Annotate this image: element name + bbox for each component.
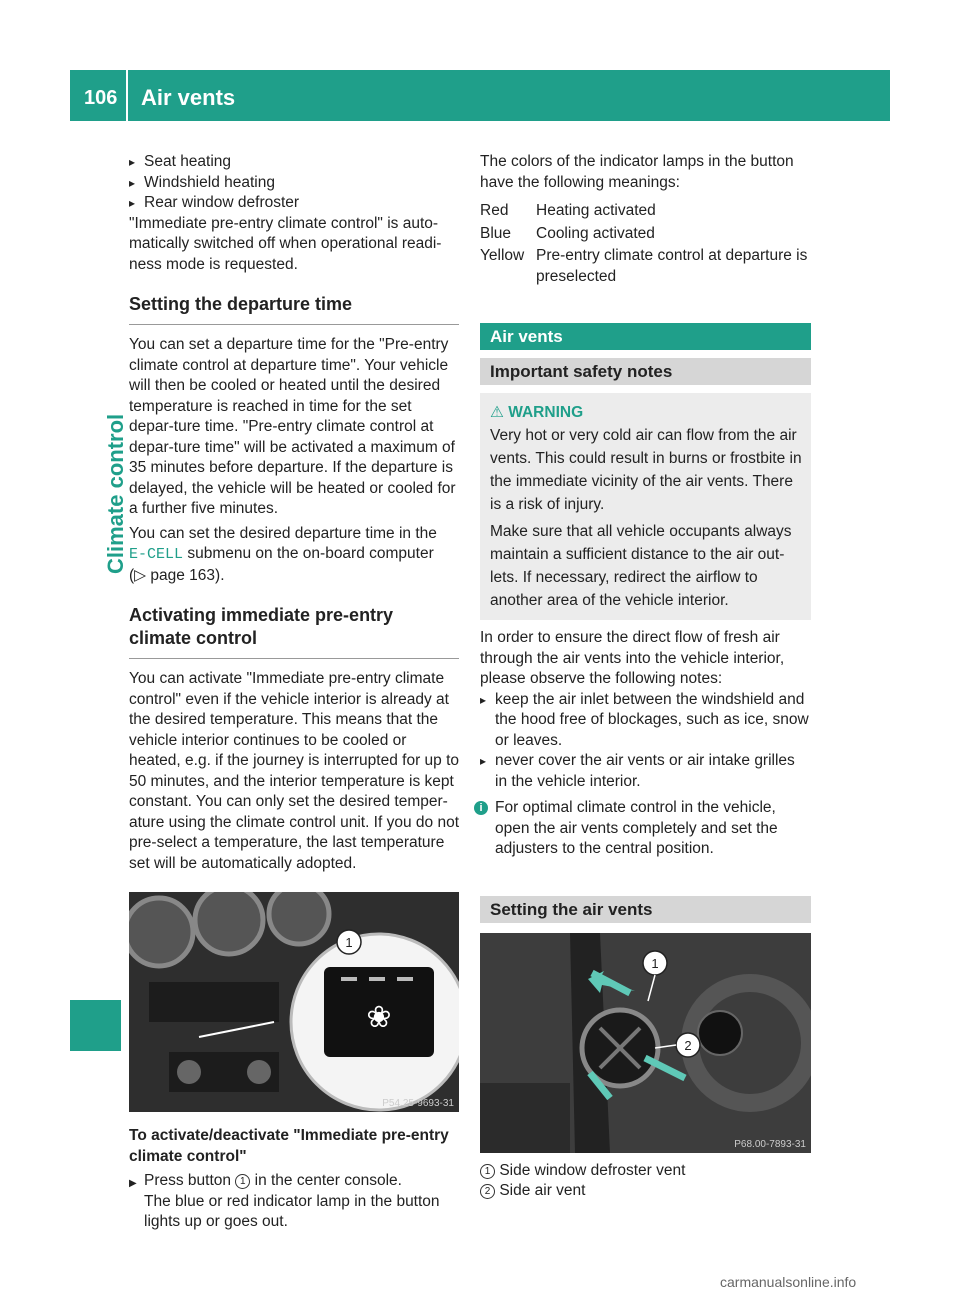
notes-intro: In order to ensure the direct flow of fresh air through the air vents into the vehicle interior, please observe the following notes: xyxy=(480,629,785,687)
color-name: Blue xyxy=(480,224,512,242)
sidebar-chapter xyxy=(81,274,128,574)
callout-1: 1 xyxy=(651,955,659,971)
ecell-link[interactable]: E-CELL xyxy=(129,546,184,563)
paragraph xyxy=(129,524,459,566)
footer-watermark: carmanualsonline.info xyxy=(720,1274,857,1290)
warning-text: Make sure that all vehicle occupants always maintain a sufficient distance to the air out-lets. If necessary, redirect the airflow to another area of the vehicle interior. xyxy=(490,523,792,609)
warning-header xyxy=(490,401,803,424)
colors-intro: The colors of the indicator lamps in the button have the following meanings: xyxy=(480,153,794,191)
callout-2: 2 xyxy=(684,1037,692,1053)
callout-marker: 2 xyxy=(480,1184,495,1199)
text: in the center console. xyxy=(250,1172,402,1189)
legend-text: Side window defroster vent xyxy=(499,1161,686,1179)
center-console-image xyxy=(129,892,459,1112)
page-number: 106 xyxy=(84,87,118,109)
info-icon: i xyxy=(474,801,488,815)
color-name: Red xyxy=(480,202,509,219)
paragraph: You can activate "Immediate pre-entry climate control" even if the vehicle interior is already at the desired temperature. This means that the vehicle interior continues to be cooled or heated, e.g. if the journey is interrupted for up to 50 minutes, and the interior temperature is kept constant. You can only set the desired temper-ature using the climate control unit. If you do not pre-select a temperature, the last temperature set will be automatically adopted. xyxy=(129,670,460,872)
list-item: ▸ Windshield heating xyxy=(129,173,459,194)
header-divider xyxy=(126,70,128,121)
air-vents-image xyxy=(480,933,811,1153)
text: Press button xyxy=(144,1172,236,1189)
legend-text: Side air vent xyxy=(499,1182,586,1199)
text: You can set the desired departure time in the xyxy=(129,524,437,542)
legend-item xyxy=(480,1161,811,1182)
sidebar-marker xyxy=(70,1000,121,1051)
color-name: Yellow xyxy=(480,247,525,264)
air-vents-illustration xyxy=(480,933,811,1153)
warning-icon: ⚠ xyxy=(490,404,504,421)
step-item xyxy=(129,1171,459,1192)
subsection-bar: Important safety notes xyxy=(480,358,811,385)
list-item: ▸ Rear window defroster xyxy=(129,193,459,214)
color-meaning: Cooling activated xyxy=(536,224,655,242)
list-item: ▸ never cover the air vents or air intake grilles in the vehicle interior. xyxy=(480,751,811,792)
image-code: P68.00-7893-31 xyxy=(734,1138,806,1150)
warning-box xyxy=(480,393,811,620)
legend-item xyxy=(480,1181,811,1202)
left-column xyxy=(129,152,459,1233)
color-meaning: Heating activated xyxy=(536,202,656,219)
section-bar-air-vents: Air vents xyxy=(480,323,811,350)
step-result: The blue or red indicator lamp in the button lights up or goes out. xyxy=(144,1192,440,1230)
callout-1: 1 xyxy=(345,935,353,950)
callout-marker: 1 xyxy=(235,1174,250,1189)
info-text: For optimal climate control in the vehicle, open the air vents completely and set the adjusters to the central position. xyxy=(495,799,778,857)
svg-text:❀: ❀ xyxy=(366,1000,392,1035)
callout-marker: 1 xyxy=(480,1164,495,1179)
warning-text: Very hot or very cold air can flow from the air vents. This could result in burns or frostbite in the immediate vicinity of the air vents. There is a risk of injury. xyxy=(490,427,802,513)
subsection-bar-setting: Setting the air vents xyxy=(480,896,811,923)
right-column xyxy=(480,152,811,1202)
warning-title: WARNING xyxy=(508,404,584,421)
step-heading: To activate/deactivate "Immediate pre-entry climate control" xyxy=(129,1127,449,1165)
list-item: ▸ Seat heating xyxy=(129,152,459,173)
list-item: ▸ keep the air inlet between the windshield and the hood free of blockages, such as ice, snow or leaves. xyxy=(480,690,811,752)
sidebar-chapter-label: Climate control xyxy=(103,413,128,574)
intro-paragraph: "Immediate pre-entry climate control" is auto-matically switched off when operational readi-ness mode is requested. xyxy=(129,214,442,273)
page-title: Air vents xyxy=(141,85,236,110)
text: submenu on the on-board computer xyxy=(183,545,434,562)
color-meaning: Pre-entry climate control at departure is preselected xyxy=(536,247,808,285)
image-code: P54.25-9693-31 xyxy=(382,1098,454,1109)
paragraph: You can set a departure time for the "Pre-entry climate control at departure time". Your vehicle will then be cooled or heated until the desired temperature is reached in time for the set depar-ture time. "Pre-entry climate control at depar-ture time" will be activated a maximum of 35 minutes before departure. If the departure is delayed, the vehicle will be heated or cooled for a further five minutes. xyxy=(129,336,456,517)
section-heading: Setting the departure time xyxy=(129,293,459,325)
section-heading: Activating immediate pre-entry climate control xyxy=(129,604,459,659)
center-console-illustration xyxy=(129,892,459,1112)
page-reference-link[interactable]: (▷ page 163). xyxy=(129,566,225,584)
color-table xyxy=(480,201,811,287)
info-note xyxy=(480,798,811,860)
